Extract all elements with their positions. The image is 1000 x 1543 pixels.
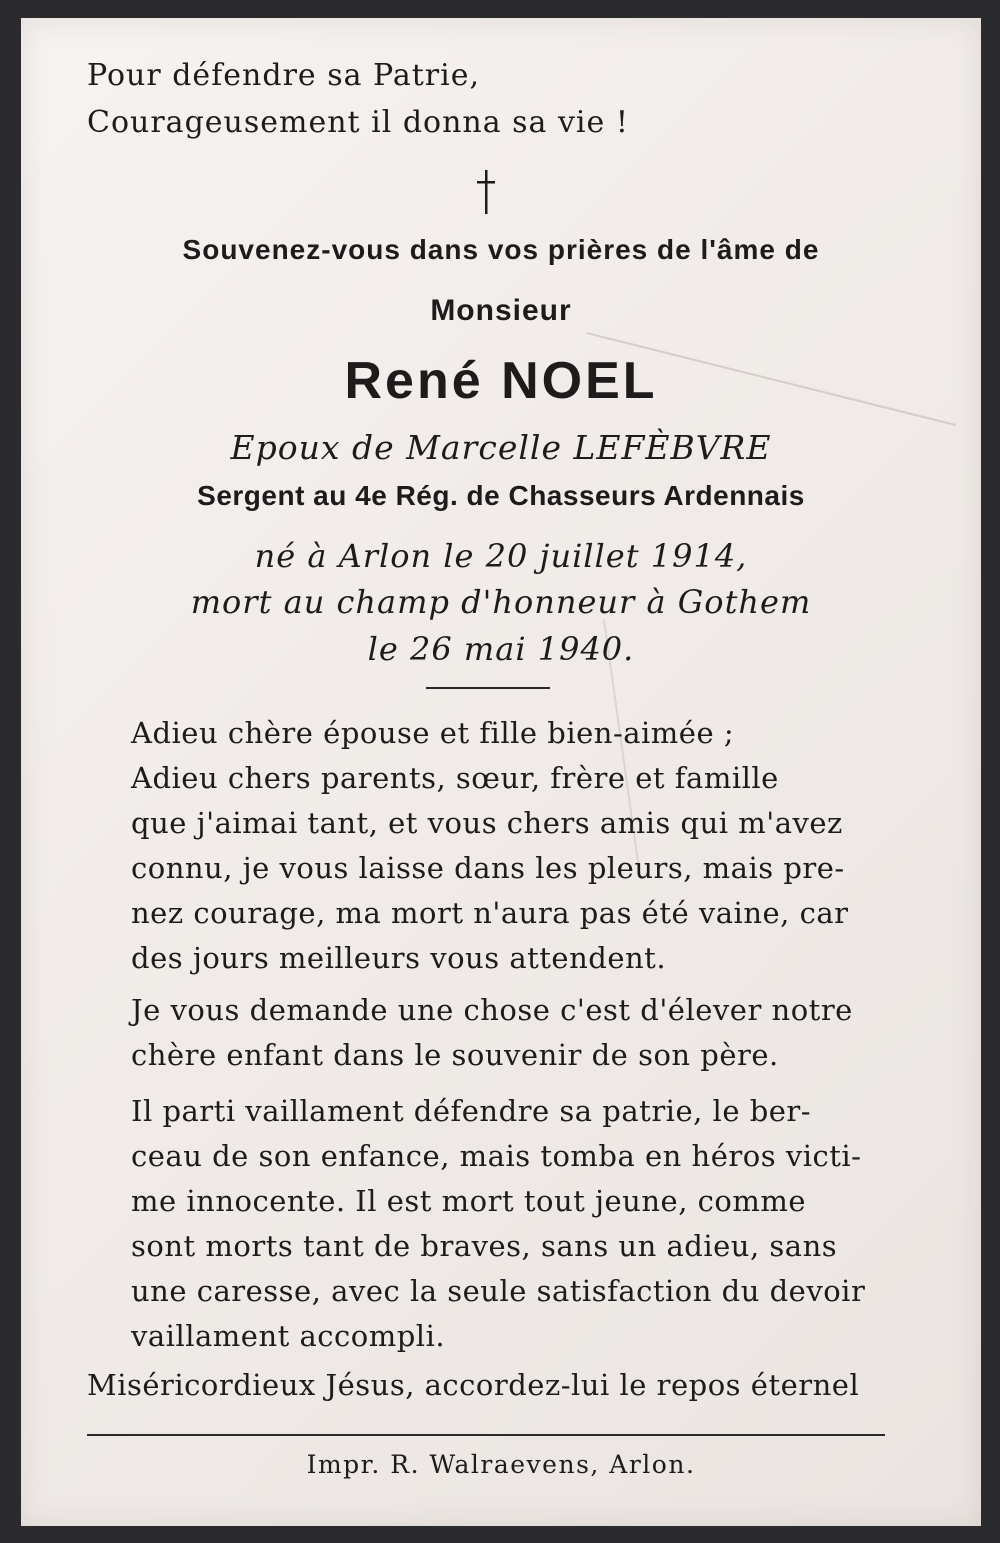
paragraph-line: que j'aimai tant, et vous chers amis qui m'avez bbox=[131, 806, 843, 840]
paragraph-line: Adieu chers parents, sœur, frère et famille bbox=[131, 761, 779, 795]
paragraph-line: ceau de son enfance, mais tomba en héros victi- bbox=[131, 1139, 862, 1173]
closing-prayer: Miséricordieux Jésus, accordez-lui le repos éternel bbox=[87, 1368, 860, 1402]
cross-icon bbox=[477, 170, 495, 214]
death-line: mort au champ d'honneur à Gothem bbox=[190, 583, 812, 621]
request-paragraph bbox=[131, 988, 891, 1078]
epigraph-line-1: Pour défendre sa Patrie, bbox=[87, 58, 481, 93]
paragraph-line: vaillament accompli. bbox=[131, 1319, 446, 1353]
memorial-card bbox=[21, 18, 981, 1526]
footer-rule bbox=[87, 1434, 885, 1436]
paragraph-line: Je vous demande une chose c'est d'élever notre bbox=[131, 993, 853, 1027]
deceased-name: René NOEL bbox=[344, 352, 658, 410]
paragraph-line: nez courage, ma mort n'aura pas été vaine, car bbox=[131, 896, 849, 930]
death-date-line: le 26 mai 1940. bbox=[367, 630, 635, 668]
paragraph-line: Adieu chère épouse et fille bien-aimée ; bbox=[131, 716, 735, 750]
divider bbox=[426, 687, 550, 689]
paragraph-line: Il parti vaillament défendre sa patrie, le ber- bbox=[131, 1094, 812, 1128]
printer-credit: Impr. R. Walraevens, Arlon. bbox=[306, 1450, 696, 1479]
epigraph-line-2: Courageusement il donna sa vie ! bbox=[87, 105, 629, 140]
rank-line: Sergent au 4e Rég. de Chasseurs Ardennais bbox=[197, 480, 805, 511]
remember-heading: Souvenez-vous dans vos prières de l'âme de bbox=[182, 234, 820, 265]
paragraph-line: me innocente. Il est mort tout jeune, comme bbox=[131, 1184, 806, 1218]
paragraph-line: des jours meilleurs vous attendent. bbox=[131, 941, 667, 975]
paragraph-line: une caresse, avec la seule satisfaction du devoir bbox=[131, 1274, 866, 1308]
birth-line: né à Arlon le 20 juillet 1914, bbox=[254, 537, 748, 575]
spouse-line: Epoux de Marcelle LEFÈBVRE bbox=[230, 428, 772, 467]
farewell-paragraph bbox=[131, 711, 891, 981]
paragraph-line: chère enfant dans le souvenir de son père. bbox=[131, 1038, 779, 1072]
honorific: Monsieur bbox=[430, 294, 572, 327]
tribute-paragraph bbox=[131, 1089, 891, 1359]
paragraph-line: connu, je vous laisse dans les pleurs, mais pre- bbox=[131, 851, 845, 885]
paragraph-line: sont morts tant de braves, sans un adieu, sans bbox=[131, 1229, 838, 1263]
